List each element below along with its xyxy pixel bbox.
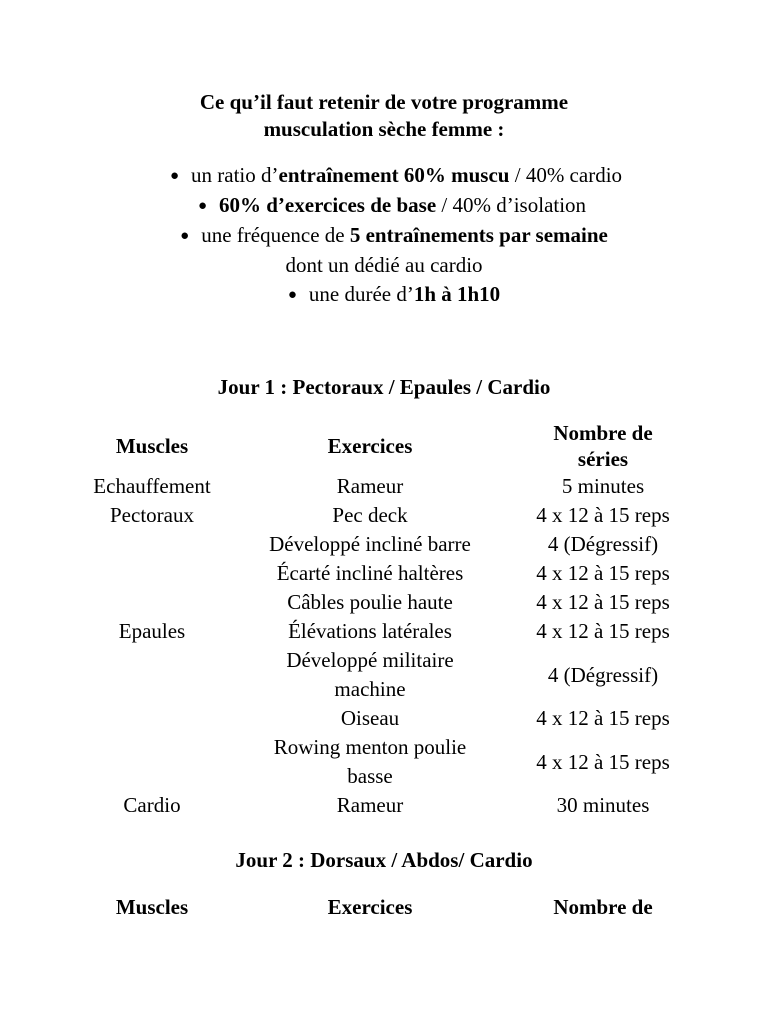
sets-cell: 4 x 12 à 15 reps bbox=[536, 706, 670, 730]
bullet-text: une durée d’ bbox=[308, 282, 414, 306]
table-header-row bbox=[75, 894, 695, 920]
muscle-cell bbox=[75, 588, 229, 617]
muscle-cell: Epaules bbox=[118, 619, 186, 643]
table-row bbox=[75, 733, 695, 791]
table-row bbox=[75, 588, 695, 617]
exercise-cell: Élévations latérales bbox=[288, 619, 452, 643]
column-header-exercises: Exercices bbox=[327, 434, 413, 458]
sets-cell: 4 (Dégressif) bbox=[547, 532, 659, 556]
table-row bbox=[75, 617, 695, 646]
exercise-line: Développé militaire bbox=[286, 648, 454, 672]
column-header-muscles: Muscles bbox=[115, 434, 189, 458]
bullet-item bbox=[8, 190, 768, 223]
table-row bbox=[75, 530, 695, 559]
table-row bbox=[75, 704, 695, 733]
day2-table bbox=[75, 894, 695, 920]
bullet-bold-text: entraînement 60% muscu bbox=[278, 163, 510, 187]
exercise-line: basse bbox=[347, 764, 393, 788]
sets-cell: 4 x 12 à 15 reps bbox=[536, 561, 670, 585]
exercise-cell: Rameur bbox=[336, 793, 404, 817]
exercise-cell: Pec deck bbox=[332, 503, 408, 527]
summary-title-line1: Ce qu’il faut retenir de votre programme bbox=[199, 90, 569, 114]
exercise-line: Rowing menton poulie bbox=[273, 735, 467, 759]
bullet-dot-icon: ● bbox=[180, 228, 190, 244]
bullet-text: / 40% cardio bbox=[509, 163, 623, 187]
exercise-cell: Développé incliné barre bbox=[269, 532, 471, 556]
column-header-sets: Nombre de bbox=[553, 895, 653, 919]
bullet-dot-icon: ● bbox=[197, 198, 207, 214]
day2-heading: Jour 2 : Dorsaux / Abdos/ Cardio bbox=[235, 848, 533, 872]
bullet-bold-text: 60% d’exercices de base bbox=[219, 193, 437, 217]
bullet-bold-text: 1h à 1h10 bbox=[413, 282, 501, 306]
exercise-cell bbox=[229, 646, 511, 704]
sets-cell: 30 minutes bbox=[556, 793, 650, 817]
exercise-cell: Câbles poulie haute bbox=[287, 590, 453, 614]
exercise-cell bbox=[229, 733, 511, 791]
column-header-sets-line1: Nombre de bbox=[553, 421, 653, 445]
bullet-dot-icon: ● bbox=[169, 168, 180, 184]
muscle-cell bbox=[75, 646, 229, 704]
sets-cell: 4 x 12 à 15 reps bbox=[536, 503, 670, 527]
exercise-line: machine bbox=[334, 677, 406, 701]
column-header-sets bbox=[511, 420, 695, 472]
sets-cell: 4 (Dégressif) bbox=[547, 662, 659, 687]
table-header-row bbox=[75, 420, 695, 472]
bullet-text: un ratio d’ bbox=[191, 163, 279, 187]
day1-heading: Jour 1 : Pectoraux / Epaules / Cardio bbox=[217, 375, 551, 399]
exercise-cell: Rameur bbox=[336, 474, 404, 498]
bullet-text: une fréquence de bbox=[201, 223, 350, 247]
exercise-cell: Oiseau bbox=[340, 706, 400, 730]
sets-cell: 4 x 12 à 15 reps bbox=[536, 590, 670, 614]
bullet-item bbox=[10, 279, 768, 312]
bullet-item bbox=[10, 220, 768, 253]
table-row bbox=[75, 791, 695, 820]
table-row bbox=[75, 472, 695, 501]
bullet-text: / 40% d’isolation bbox=[436, 193, 587, 217]
column-header-muscles: Muscles bbox=[115, 895, 189, 919]
muscle-cell bbox=[75, 704, 229, 733]
bullet-continuation: dont un dédié au cardio bbox=[285, 253, 483, 277]
day1-table bbox=[75, 420, 695, 820]
bullet-item bbox=[12, 160, 768, 193]
muscle-cell: Echauffement bbox=[93, 474, 211, 498]
muscle-cell bbox=[75, 559, 229, 588]
table-row bbox=[75, 559, 695, 588]
bullet-bold-text: 5 entraînements par semaine bbox=[349, 223, 608, 247]
column-header-exercises: Exercices bbox=[327, 895, 413, 919]
muscle-cell bbox=[75, 733, 229, 791]
muscle-cell: Cardio bbox=[123, 793, 181, 817]
column-header-sets-line2: séries bbox=[577, 447, 629, 471]
bullet-dot-icon: ● bbox=[287, 287, 297, 303]
table-row bbox=[75, 501, 695, 530]
sets-cell: 4 x 12 à 15 reps bbox=[536, 749, 670, 774]
summary-title-line2: musculation sèche femme : bbox=[263, 117, 505, 141]
sets-cell: 4 x 12 à 15 reps bbox=[536, 619, 670, 643]
sets-cell: 5 minutes bbox=[561, 474, 645, 498]
table-row bbox=[75, 646, 695, 704]
muscle-cell bbox=[75, 530, 229, 559]
exercise-cell: Écarté incliné haltères bbox=[276, 561, 464, 585]
muscle-cell: Pectoraux bbox=[110, 503, 194, 527]
